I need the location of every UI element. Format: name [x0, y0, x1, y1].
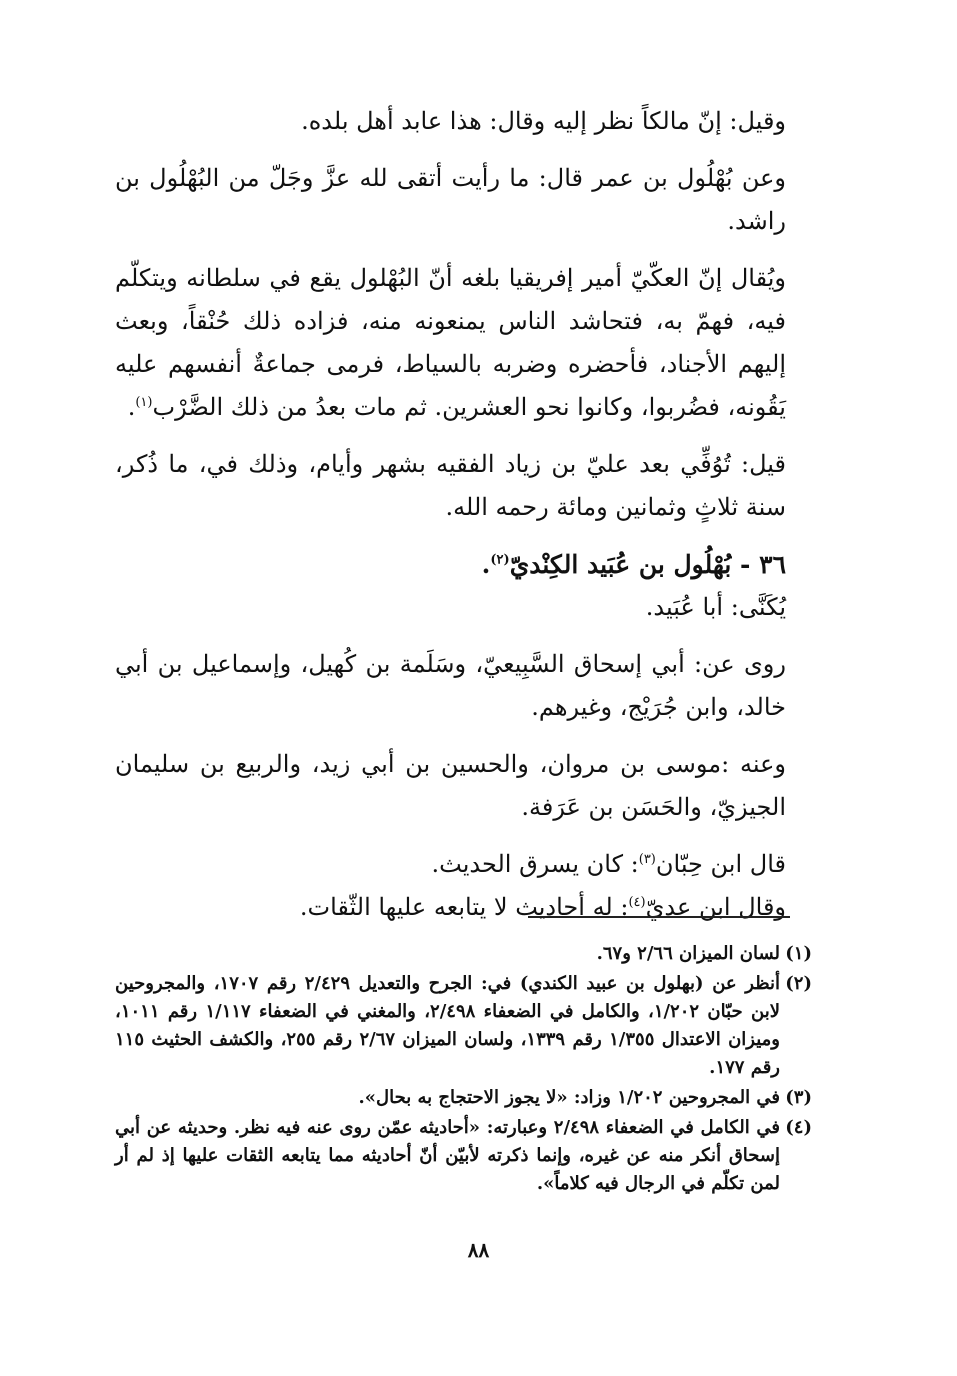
- paragraph-akki-end: .: [127, 393, 136, 421]
- entry-kunya: يُكَنَّى: أبا عُبَيد.: [645, 593, 786, 621]
- footnote-number: (٤): [785, 1117, 812, 1138]
- footnotes: [115, 940, 812, 1200]
- entry-heading-text: ٣٦ - بُهْلُول بن عُبَيد الكِنْديّ: [509, 550, 786, 579]
- footnote-ref-3: (٣): [638, 852, 656, 867]
- footnote-item-3: [115, 1084, 812, 1112]
- quote-ibn-hibban: [115, 843, 812, 886]
- page-number: ٨٨: [467, 1238, 490, 1262]
- quote-ibn-adi-text: : له أحاديث لا يتابعه عليها الثّقات.: [299, 893, 629, 921]
- footnote-text: لسان الميزان ٢/٦٦ و٦٧.: [596, 943, 780, 964]
- quote-ibn-adi: [115, 886, 812, 929]
- footnote-text: في المجروحين ١/٢٠٢ وزاد: «لا يجوز الاحتجاج به بحال».: [358, 1087, 780, 1108]
- entry-narrators: وعنه :موسى بن مروان، والحسين بن أبي زيد، والربيع بن سليمان الجيزيّ، والحَسَن بن عَرَفة.: [115, 750, 786, 821]
- entry-heading-end: .: [481, 550, 491, 579]
- paragraph-akki-text: ويُقال إنّ العكّيّ أمير إفريقيا بلغه أنّ البُهْلول يقع في سلطانه ويتكلّم فيه، فهمّ به، فتحاشد الناس يمنعونه منه، فزاده ذلك حُنْقاً، وبعث إليهم الأجناد، فأحضره وضربه بالسياط، فرمى جماعةٌ أنفسهم عليه يَقُونه، فضُربوا، وكانوا نحو العشرين. ثم مات بعدُ من ذلك الضَّرْب: [115, 264, 786, 421]
- paragraph-death-date: قيل: تُوُفِّي بعد عليّ بن زياد الفقيه بشهر وأيام، وذلك في، ما ذُكر، سنة ثلاثٍ وثمانين ومائة رحمه الله.: [115, 450, 786, 521]
- paragraph-akki-story: [115, 257, 812, 429]
- footnote-ref-4: (٤): [628, 895, 646, 910]
- footnote-number: (٢): [785, 973, 812, 994]
- quote-ibn-hibban-prefix: قال ابن حِبّان: [655, 850, 786, 878]
- footnote-number: (١): [785, 943, 812, 964]
- entry-heading: [115, 543, 812, 586]
- footnote-item-2: [115, 970, 812, 1082]
- paragraph-buhlul-ibn-umar: وعن بُهْلُول بن عمر قال: ما رأيت أتقى لله عزَّ وجَلّ من البُهْلُول بن راشد.: [115, 164, 786, 235]
- entry-narrated-from: روى عن: أبي إسحاق السَّبِيعيّ، وسَلَمة بن كُهيل، وإسماعيل بن أبي خالد، وابن جُرَيْج، وغيرهم.: [115, 650, 786, 721]
- footnote-divider: [528, 916, 790, 918]
- paragraph-malik: وقيل: إنّ مالكاً نظر إليه وقال: هذا عابد أهل بلده.: [301, 107, 786, 135]
- footnote-number: (٣): [785, 1087, 812, 1108]
- footnote-item-1: [115, 940, 812, 968]
- quote-ibn-adi-prefix: وقال ابن عديّ: [645, 893, 786, 921]
- footnote-text: أنظر عن (بهلول بن عبيد الكندي) في: الجرح والتعديل ٢/٤٢٩ رقم ١٧٠٧، والمجروحين لابن حبّان ١/٢٠٢، والكامل في الضعفاء ٢/٤٩٨، والمغني في الضعفاء ١/١١٧ رقم ١٠١١، وميزان الاعتدال ١/٣٥٥ رقم ١٣٣٩، ولسان الميزان ٢/٦٧ رقم ٢٥٥، والكشف الحثيث ١١٥ رقم ١٧٧.: [115, 973, 780, 1078]
- main-text: [115, 100, 812, 929]
- footnote-item-4: [115, 1114, 812, 1198]
- footnote-ref-2: (٢): [490, 552, 510, 568]
- footnote-text: في الكامل في الضعفاء ٢/٤٩٨ وعبارته: «أحاديثه عمّن روى عنه فيه نظر. وحديثه عن أبي إسحاق أنكر منه عن غيره، وإنما ذكرته لأبيّن أنّ أحاديثه مما يتابعه الثقات عليها إذ لم أر لمن تكلّم في الرجال فيه كلاماً».: [115, 1117, 780, 1194]
- quote-ibn-hibban-text: : كان يسرق الحديث.: [431, 850, 639, 878]
- footnote-ref-1: (١): [135, 395, 153, 410]
